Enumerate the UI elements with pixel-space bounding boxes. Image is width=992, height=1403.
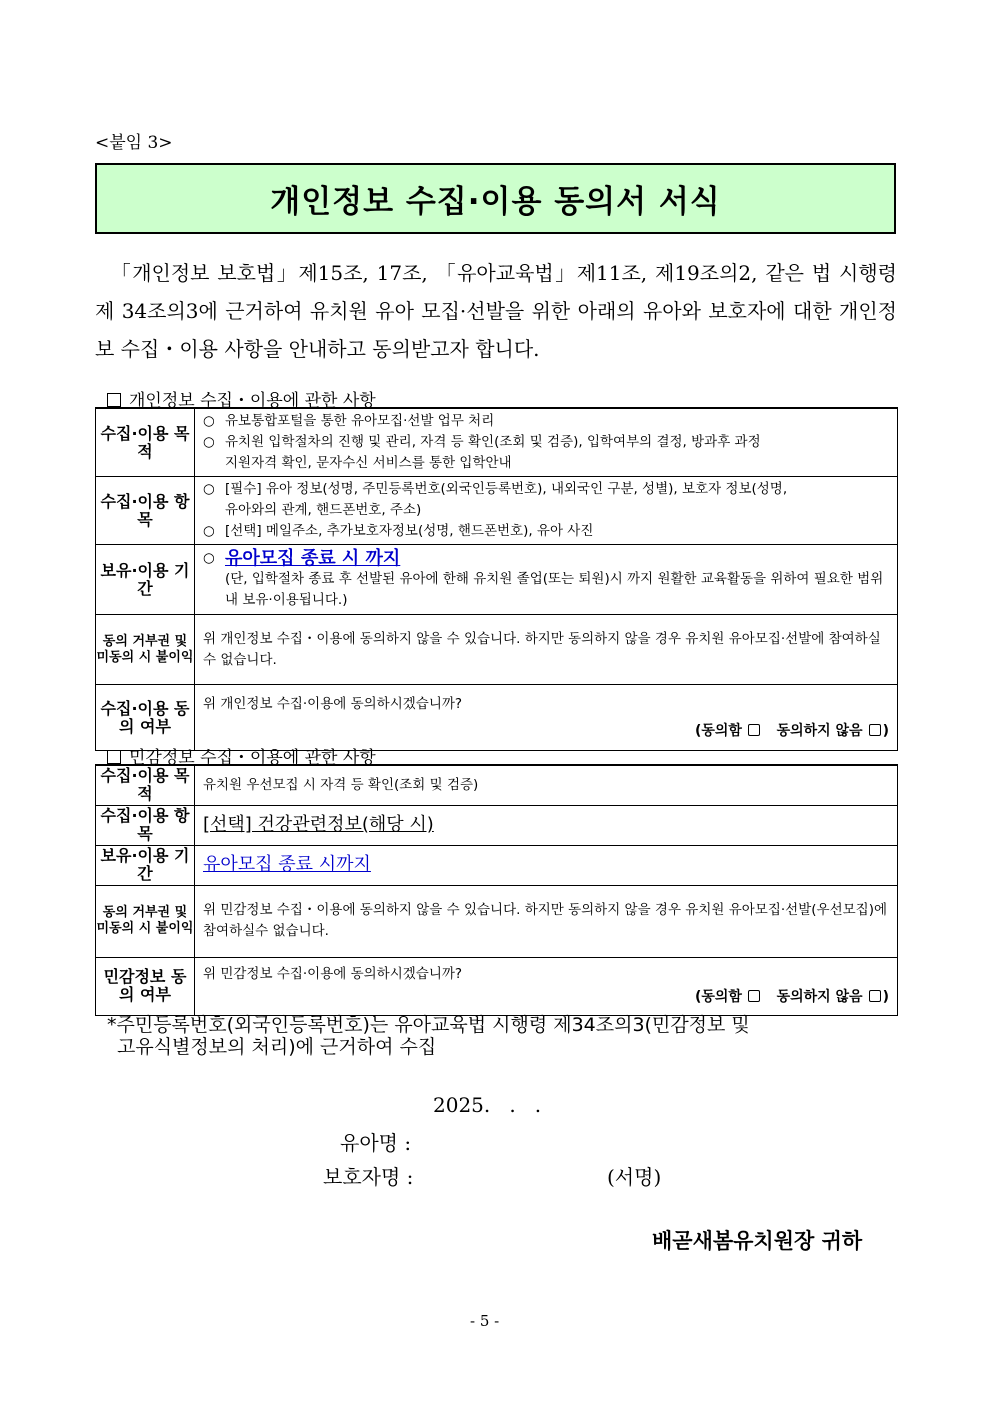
row-label: 민감정보 동의 여부 xyxy=(96,957,195,1015)
retention-note: (단, 입학절차 종료 후 선발된 유아에 한해 유치원 졸업(또는 퇴원)시 까지 원활한 교육활동을 위하여 필요한 범위 내 보유·이용됩니다.) xyxy=(225,571,884,608)
form-title: 개인정보 수집·이용 동의서 서식 xyxy=(270,184,721,220)
required-items-cont: 유아와의 관계, 핸드폰번호, 주소) xyxy=(225,502,422,518)
footnote-line-2: 고유식별정보의 처리)에 근거하여 수집 xyxy=(117,1036,437,1058)
date-field[interactable]: 2025. . . xyxy=(433,1093,542,1117)
consent-cell xyxy=(195,685,898,751)
purpose-item-2: 유치원 입학절차의 진행 및 관리, 자격 등 확인(조회 및 검증), 입학여부의 결정, 방과후 과정 xyxy=(225,434,761,450)
table-row xyxy=(96,408,898,477)
row-label: 동의 거부권 및 미동의 시 불이익 xyxy=(96,615,195,685)
consent-question: 위 민감정보 수집·이용에 동의하시겠습니까? xyxy=(203,966,463,982)
row-label: 수집·이용 항목 xyxy=(96,477,195,545)
disagree-label: 동의하지 않음 xyxy=(776,989,863,1005)
optional-items: [선택] 메일주소, 추가보호자정보(성명, 핸드폰번호), 유아 사진 xyxy=(225,523,594,539)
row-label: 수집·이용 목적 xyxy=(96,765,195,805)
row-label: 보유·이용 기간 xyxy=(96,545,195,615)
consent-cell xyxy=(195,957,898,1015)
items-cell: ○ [필수] 유아 정보(성명, 주민등록번호(외국인등록번호), 내외국인 구분, 성별), 보호자 정보(성명, 유아와의 관계, 핸드폰번호, 주소) ○ [선택] 메일주소, 추가보호자정보(성명, 핸드폰번호), 유아 사진 xyxy=(195,477,898,545)
agree-checkbox[interactable] xyxy=(748,990,760,1002)
consent-options: (동의함 동의하지 않음 ) xyxy=(694,722,889,739)
personal-info-table xyxy=(95,407,898,751)
child-name-label: 유아명 : xyxy=(340,1131,412,1155)
disagree-checkbox[interactable] xyxy=(869,724,881,736)
section1-heading: 개인정보 수집・이용에 관한 사항 xyxy=(107,386,376,411)
purpose-text: 유치원 우선모집 시 자격 등 확인(조회 및 검증) xyxy=(195,765,898,805)
agree-label: (동의함 xyxy=(694,989,742,1005)
table-row xyxy=(96,685,898,751)
agree-checkbox[interactable] xyxy=(748,724,760,736)
page-number: - 5 - xyxy=(470,1312,500,1330)
table-row xyxy=(96,845,898,885)
attachment-label: <붙임 3> xyxy=(95,133,173,153)
section2-heading: 민감정보 수집・이용에 관한 사항 xyxy=(107,743,376,768)
form-title-box xyxy=(95,163,896,234)
purpose-cell: ○ 유보통합포털을 통한 유아모집·선발 업무 처리 ○ 유치원 입학절차의 진행 및 관리, 자격 등 확인(조회 및 검증), 입학여부의 결정, 방과후 과정 지원자격 확인, 문자수신 서비스를 통한 입학안내 xyxy=(195,408,898,477)
agree-label: (동의함 xyxy=(694,722,742,739)
table-row xyxy=(96,957,898,1015)
table-row xyxy=(96,545,898,615)
footnote xyxy=(107,1014,750,1058)
disagree-checkbox[interactable] xyxy=(869,990,881,1002)
purpose-item-2-cont: 지원자격 확인, 문자수신 서비스를 통한 입학안내 xyxy=(225,455,512,471)
intro-paragraph xyxy=(95,254,897,368)
table-row xyxy=(96,477,898,545)
row-label: 수집·이용 동의 여부 xyxy=(96,685,195,751)
intro-text: 「개인정보 보호법」제15조, 17조, 「유아교육법」제11조, 제19조의2, 같은 법 시행령 제 34조의3에 근거하여 유치원 유아 모집·선발을 위한 아래의 유아와 보호자에 대한 개인정보 수집・이용 사항을 안내하고 동의받고자 합니다. xyxy=(95,261,897,361)
retention-text: 유아모집 종료 시까지 xyxy=(203,853,371,875)
retention-period: 유아모집 종료 시 까지 xyxy=(225,548,401,569)
footnote-line-1: *주민등록번호(외국인등록번호)는 유아교육법 시행령 제34조의3(민감정보 및 xyxy=(107,1014,750,1036)
row-label: 동의 거부권 및 미동의 시 불이익 xyxy=(96,885,195,957)
retention-cell xyxy=(195,845,898,885)
checkbox-square-icon xyxy=(107,393,121,407)
table-row xyxy=(96,885,898,957)
refusal-text: 위 개인정보 수집・이용에 동의하지 않을 수 있습니다. 하지만 동의하지 않을 경우 유치원 유아모집·선발에 참여하실수 없습니다. xyxy=(195,615,898,685)
signature-label: (서명) xyxy=(607,1165,662,1189)
row-label: 보유·이용 기간 xyxy=(96,845,195,885)
table-row xyxy=(96,805,898,845)
purpose-item-1: 유보통합포털을 통한 유아모집·선발 업무 처리 xyxy=(225,413,495,429)
table-row xyxy=(96,765,898,805)
disagree-label: 동의하지 않음 xyxy=(776,722,863,739)
addressee: 배곧새봄유치원장 귀하 xyxy=(652,1228,863,1253)
guardian-name-label: 보호자명 : xyxy=(323,1165,414,1189)
consent-question: 위 개인정보 수집·이용에 동의하시겠습니까? xyxy=(203,695,463,712)
checkbox-square-icon xyxy=(107,750,121,764)
row-label: 수집·이용 항목 xyxy=(96,805,195,845)
table-row xyxy=(96,615,898,685)
required-items: [필수] 유아 정보(성명, 주민등록번호(외국인등록번호), 내외국인 구분, 성별), 보호자 정보(성명, xyxy=(225,481,788,497)
items-text: [선택] 건강관련정보(해당 시) xyxy=(203,813,434,835)
items-cell xyxy=(195,805,898,845)
retention-cell: ○ 유아모집 종료 시 까지 (단, 입학절차 종료 후 선발된 유아에 한해 유치원 졸업(또는 퇴원)시 까지 원활한 교육활동을 위하여 필요한 범위 내 보유·이용됩니다.) xyxy=(195,545,898,615)
consent-options: (동의함 동의하지 않음 ) xyxy=(694,989,889,1005)
sensitive-info-table xyxy=(95,764,898,1016)
row-label: 수집·이용 목적 xyxy=(96,408,195,477)
refusal-text: 위 민감정보 수집・이용에 동의하지 않을 수 있습니다. 하지만 동의하지 않을 경우 유치원 유아모집·선발(우선모집)에 참여하실수 없습니다. xyxy=(195,885,898,957)
